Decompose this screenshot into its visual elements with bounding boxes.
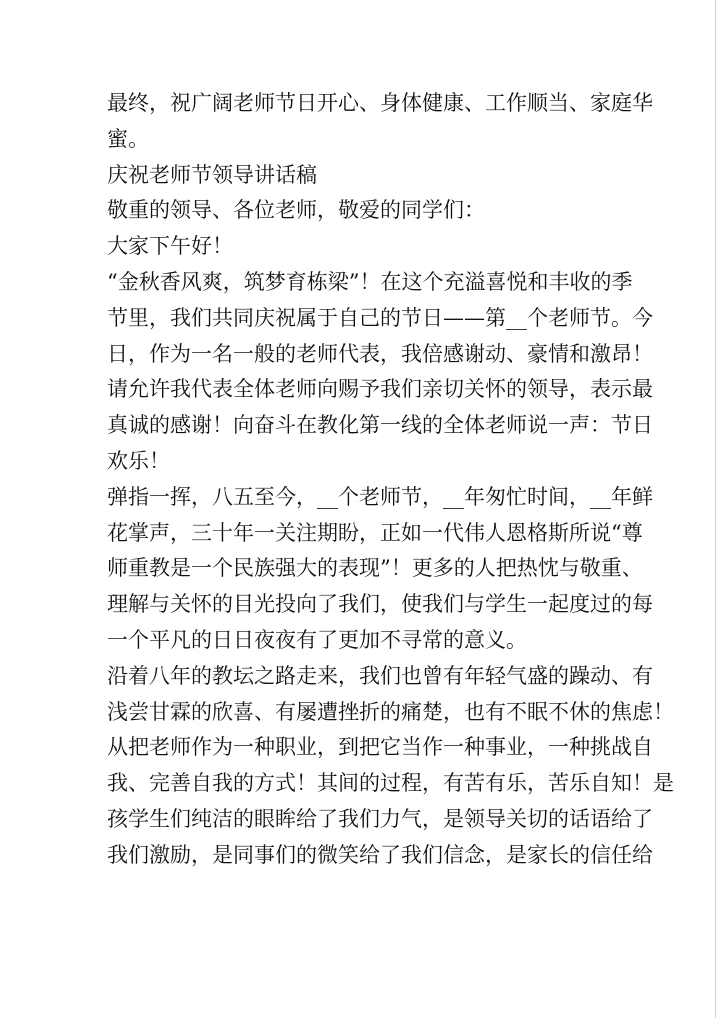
text-line: 欢乐！ bbox=[107, 448, 170, 473]
greeting: 大家下午好！ bbox=[107, 234, 233, 259]
section-title: 庆祝老师节领导讲话稿 bbox=[107, 162, 317, 187]
text-line: 沿着八年的教坛之路走来，我们也曾有年轻气盛的躁动、有 bbox=[107, 663, 653, 688]
text-line: 我们激励，是同事们的微笑给了我们信念，是家长的信任给 bbox=[107, 842, 653, 867]
salutation: 敬重的领导、各位老师，敬爱的同学们： bbox=[107, 198, 485, 223]
text-line: 我、完善自我的方式！其间的过程，有苦有乐，苦乐自知！是 bbox=[107, 771, 674, 796]
text-line: 花掌声，三十年一关注期盼，正如一代伟人恩格斯所说“尊 bbox=[107, 520, 643, 545]
text-line: 最终，祝广阔老师节日开心、身体健康、工作顺当、家庭华 bbox=[107, 91, 653, 115]
text-line: 请允许我代表全体老师向赐予我们亲切关怀的领导，表示最 bbox=[107, 377, 653, 402]
text-line: 师重教是一个民族强大的表现”！更多的人把热忱与敬重、 bbox=[107, 556, 643, 581]
text-line: 孩学生们纯洁的眼眸给了我们力气，是领导关切的话语给了 bbox=[107, 806, 653, 831]
text-line: “金秋香风爽，筑梦育栋梁”！在这个充溢喜悦和丰收的季 bbox=[107, 269, 633, 294]
text-line: 日，作为一名一般的老师代表，我倍感谢动、豪情和激昂！ bbox=[107, 341, 653, 366]
text-line: 蜜。 bbox=[107, 126, 149, 151]
text-line: 从把老师作为一种职业，到把它当作一种事业，一种挑战自 bbox=[107, 735, 653, 760]
text-line: 弹指一挥，八五至今，__个老师节，__年匆忙时间，__年鲜 bbox=[107, 484, 653, 509]
document-body bbox=[107, 86, 674, 874]
text-line: 浅尝甘霖的欣喜、有屡遭挫折的痛楚，也有不眠不休的焦虑！ bbox=[107, 699, 674, 724]
text-line: 真诚的感谢！向奋斗在教化第一线的全体老师说一声：节日 bbox=[107, 413, 653, 438]
text-line: 理解与关怀的目光投向了我们，使我们与学生一起度过的每 bbox=[107, 592, 653, 617]
text-line: 节里，我们共同庆祝属于自己的节日——第__个老师节。今 bbox=[107, 305, 653, 330]
text-line: 一个平凡的日日夜夜有了更加不寻常的意义。 bbox=[107, 627, 527, 652]
